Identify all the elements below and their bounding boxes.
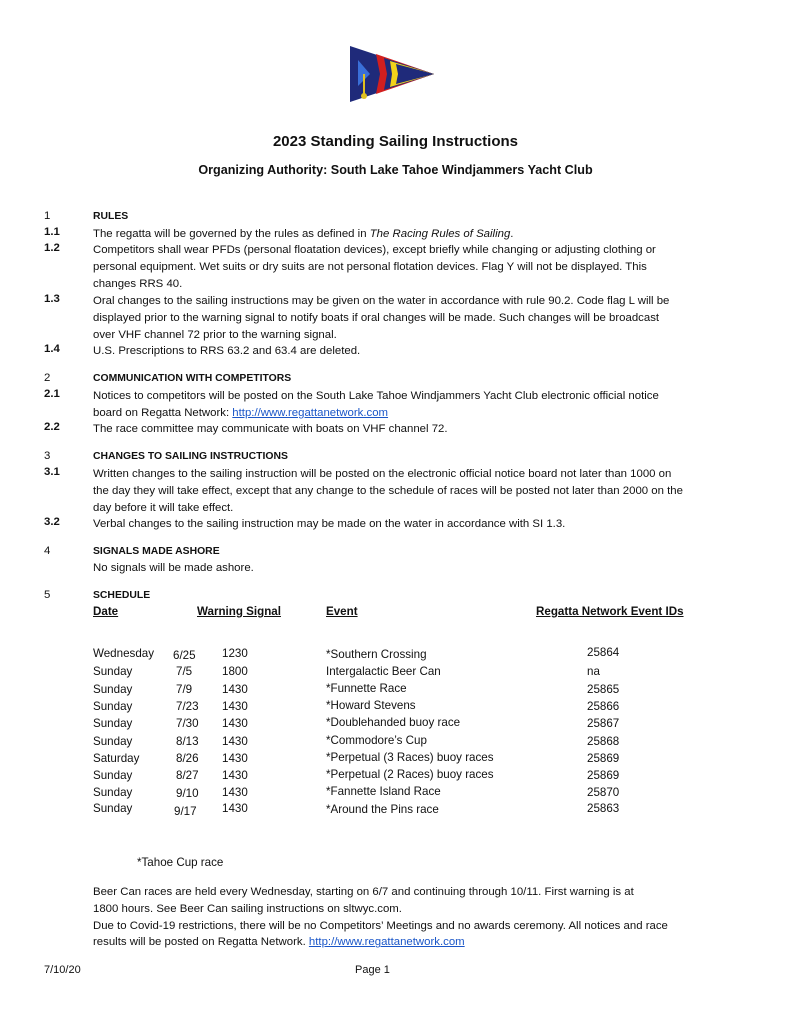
section-heading-rules: RULES	[93, 211, 129, 222]
schedule-date: 6/25	[173, 649, 196, 662]
schedule-id: na	[587, 665, 600, 678]
schedule-id: 25869	[587, 769, 620, 782]
item-3-2-text: Verbal changes to the sailing instruction may be made on the water in accordance with SI 1.3.	[93, 518, 566, 530]
schedule-day: Sunday	[93, 665, 133, 678]
section-number: 1	[44, 210, 51, 222]
schedule-header-date: Date	[93, 605, 119, 618]
schedule-event: *Howard Stevens	[326, 699, 416, 712]
schedule-event: *Southern Crossing	[326, 648, 427, 661]
schedule-id: 25865	[587, 683, 620, 696]
schedule-date: 8/13	[176, 735, 199, 748]
item-1-4-text: U.S. Prescriptions to RRS 63.2 and 63.4 are deleted.	[93, 345, 361, 357]
schedule-day: Sunday	[93, 769, 133, 782]
schedule-id: 25866	[587, 700, 620, 713]
item-2-1-text: Notices to competitors will be posted on the South Lake Tahoe Windjammers Yacht Club electronic official notice board on Regatta Network: http://www.regattanetwork.com	[93, 390, 659, 419]
organizing-authority: Organizing Authority: South Lake Tahoe Windjammers Yacht Club	[198, 163, 593, 177]
schedule-id: 25868	[587, 735, 620, 748]
schedule-id: 25869	[587, 752, 620, 765]
item-number: 1.2	[44, 242, 60, 254]
schedule-date: 7/30	[176, 717, 199, 730]
footer-date: 7/10/20	[44, 964, 81, 976]
schedule-day: Sunday	[93, 700, 133, 713]
schedule-header-ids: Regatta Network Event IDs	[536, 605, 684, 618]
section-number: 4	[44, 545, 51, 557]
schedule-date: 9/10	[176, 787, 199, 800]
schedule-id: 25870	[587, 786, 620, 799]
schedule-id: 25867	[587, 717, 620, 730]
schedule-event: *Commodore’s Cup	[326, 734, 427, 747]
schedule-date: 8/26	[176, 752, 199, 765]
item-number: 2.1	[44, 388, 60, 400]
schedule-time: 1430	[222, 786, 248, 799]
schedule-time: 1430	[222, 717, 248, 730]
schedule-day: Sunday	[93, 735, 133, 748]
schedule-event: *Around the Pins race	[326, 803, 439, 816]
tahoe-cup-footnote: *Tahoe Cup race	[137, 856, 224, 869]
schedule-time: 1230	[222, 647, 248, 660]
schedule-date: 7/9	[176, 683, 193, 696]
section-heading-signals: SIGNALS MADE ASHORE	[93, 546, 220, 557]
page-title: 2023 Standing Sailing Instructions	[272, 133, 519, 150]
item-number: 3.2	[44, 516, 60, 528]
schedule-time: 1430	[222, 683, 248, 696]
burgee-flag-logo	[348, 44, 438, 106]
item-number: 1.1	[44, 226, 60, 238]
footer-page-number: Page 1	[355, 964, 390, 976]
signals-text: No signals will be made ashore.	[93, 562, 254, 574]
schedule-event: *Perpetual (3 Races) buoy races	[326, 751, 494, 764]
regatta-network-link[interactable]: http://www.regattanetwork.com	[232, 406, 389, 419]
schedule-time: 1430	[222, 802, 248, 815]
schedule-header-event: Event	[326, 605, 358, 618]
item-3-1-text: Written changes to the sailing instruction will be posted on the electronic official notice board not later than 1000 on the day they will take effect, except that any change to the schedule of races will be posted not later than 2000 on the day before it will take effect.	[93, 468, 683, 514]
schedule-event: *Funnette Race	[326, 682, 407, 695]
schedule-event: Intergalactic Beer Can	[326, 665, 441, 678]
item-1-1-text: The regatta will be governed by the rules as defined in The Racing Rules of Sailing.	[93, 228, 514, 240]
schedule-date: 8/27	[176, 769, 199, 782]
section-heading-schedule: SCHEDULE	[93, 590, 151, 601]
schedule-day: Sunday	[93, 802, 133, 815]
schedule-event: *Doublehanded buoy race	[326, 716, 461, 729]
section-number: 2	[44, 372, 51, 384]
closing-notes: Beer Can races are held every Wednesday, starting on 6/7 and continuing through 10/11. First warning is at 1800 hours. See Beer Can sailing instructions on sltwyc.com. Due to Covid-19 restrictions, there will be no Competitors’ Meetings and no awards ceremony. All notices and race results will be posted on Regatta Network. http://www.regattanetwork.com	[93, 886, 668, 949]
schedule-day: Sunday	[93, 786, 133, 799]
schedule-day: Saturday	[93, 752, 140, 765]
schedule-time: 1430	[222, 735, 248, 748]
item-number: 2.2	[44, 421, 60, 433]
item-number: 1.3	[44, 293, 60, 305]
schedule-id: 25863	[587, 802, 620, 815]
schedule-day: Sunday	[93, 717, 133, 730]
schedule-date: 9/17	[174, 805, 197, 818]
schedule-time: 1430	[222, 752, 248, 765]
section-number: 3	[44, 450, 51, 462]
item-number: 1.4	[44, 343, 60, 355]
section-heading-communication: COMMUNICATION WITH COMPETITORS	[93, 373, 292, 384]
schedule-time: 1430	[222, 769, 248, 782]
schedule-time: 1430	[222, 700, 248, 713]
section-number: 5	[44, 589, 51, 601]
section-heading-changes: CHANGES TO SAILING INSTRUCTIONS	[93, 451, 288, 462]
schedule-day: Sunday	[93, 683, 133, 696]
item-1-2-text: Competitors shall wear PFDs (personal floatation devices), except briefly while changing or adjusting clothing or personal equipment. Wet suits or dry suits are not personal flotation devices. Flag Y will not be displayed. This changes RRS 40.	[93, 244, 656, 290]
schedule-day: Wednesday	[93, 647, 155, 660]
item-1-3-text: Oral changes to the sailing instructions may be given on the water in accordance with rule 90.2. Code flag L will be displayed prior to the warning signal to notify boats if oral changes will be made. Such changes will be broadcast over VHF channel 72 prior to the warning signal.	[93, 295, 670, 341]
item-number: 3.1	[44, 466, 60, 478]
schedule-time: 1800	[222, 665, 248, 678]
schedule-event: *Perpetual (2 Races) buoy races	[326, 768, 494, 781]
schedule-header-warning: Warning Signal	[197, 605, 281, 618]
schedule-event: *Fannette Island Race	[326, 785, 441, 798]
regatta-network-link[interactable]: http://www.regattanetwork.com	[308, 936, 465, 949]
schedule-date: 7/5	[176, 665, 193, 678]
item-2-2-text: The race committee may communicate with boats on VHF channel 72.	[93, 423, 448, 435]
schedule-id: 25864	[587, 646, 620, 659]
schedule-date: 7/23	[176, 700, 199, 713]
